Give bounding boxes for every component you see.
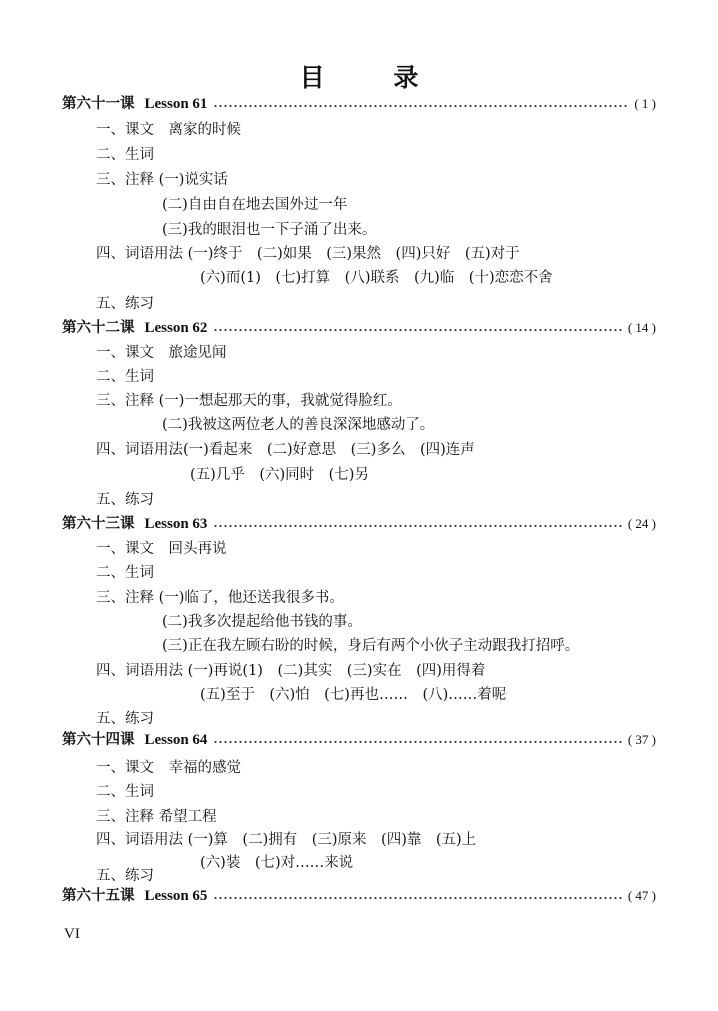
page-number: ( 37 ) bbox=[627, 732, 656, 747]
toc-line: (二)我被这两位老人的善良深深地感动了。 bbox=[162, 417, 435, 433]
toc-line: 五、练习 bbox=[96, 492, 154, 508]
toc-line: (五)几乎 (六)同时 (七)另 bbox=[190, 467, 369, 483]
toc-line: (五)至于 (六)怕 (七)再也…… (八)……着呢 bbox=[200, 687, 507, 703]
lesson-entry[interactable] bbox=[62, 884, 656, 908]
lesson-entry[interactable] bbox=[62, 316, 656, 340]
toc-line: (二)我多次提起给他书钱的事。 bbox=[162, 614, 362, 630]
toc-line: 二、生词 bbox=[96, 147, 154, 163]
toc-line: 四、词语用法 (一)算 (二)拥有 (三)原来 (四)靠 (五)上 bbox=[96, 832, 477, 848]
lesson-title: 第六十一课 bbox=[62, 96, 135, 112]
toc-line: 二、生词 bbox=[96, 784, 154, 800]
lesson-title: 第六十五课 bbox=[62, 888, 135, 904]
page-number: ( 14 ) bbox=[627, 320, 656, 335]
lesson-title: 第六十三课 bbox=[62, 516, 135, 532]
dot-leader bbox=[213, 890, 621, 902]
toc-line: 三、注释 希望工程 bbox=[96, 809, 217, 825]
toc-line: 五、练习 bbox=[96, 711, 154, 727]
dot-leader bbox=[213, 98, 628, 110]
lesson-number: Lesson 64 bbox=[144, 732, 208, 748]
page-title: 目 录 bbox=[299, 63, 419, 92]
toc-line: 五、练习 bbox=[96, 868, 154, 884]
lesson-title: 第六十四课 bbox=[62, 732, 135, 748]
lesson-number: Lesson 63 bbox=[144, 516, 208, 532]
lesson-entry[interactable] bbox=[62, 512, 656, 536]
lesson-title: 第六十二课 bbox=[62, 320, 135, 336]
lesson-entry[interactable] bbox=[62, 92, 656, 116]
page-number: ( 47 ) bbox=[627, 888, 656, 903]
lesson-number: Lesson 65 bbox=[144, 888, 208, 904]
dot-leader bbox=[213, 322, 621, 334]
toc-line: 一、课文 旅途见闻 bbox=[96, 345, 227, 361]
dot-leader bbox=[213, 518, 621, 530]
toc-line: 三、注释 (一)一想起那天的事，我就觉得脸红。 bbox=[96, 393, 402, 409]
toc-line: 一、课文 离家的时候 bbox=[96, 122, 241, 138]
toc-line: 一、课文 幸福的感觉 bbox=[96, 760, 241, 776]
toc-line: 四、词语用法(一)看起来 (二)好意思 (三)多么 (四)连声 bbox=[96, 442, 475, 458]
page-number: ( 24 ) bbox=[627, 516, 656, 531]
toc-line: (三)正在我左顾右盼的时候，身后有两个小伙子主动跟我打招呼。 bbox=[162, 638, 580, 654]
toc-line: 二、生词 bbox=[96, 369, 154, 385]
toc-line: 三、注释 (一)说实话 bbox=[96, 172, 228, 188]
lesson-entry[interactable] bbox=[62, 728, 656, 752]
toc-line: 一、课文 回头再说 bbox=[96, 541, 227, 557]
dot-leader bbox=[213, 734, 621, 746]
toc-line: (三)我的眼泪也一下子涌了出来。 bbox=[162, 222, 377, 238]
toc-line: (六)而(1) (七)打算 (八)联系 (九)临 (十)恋恋不舍 bbox=[200, 270, 553, 286]
toc-line: 三、注释 (一)临了，他还送我很多书。 bbox=[96, 590, 344, 606]
toc-line: (六)装 (七)对……来说 bbox=[200, 855, 354, 871]
lesson-number: Lesson 62 bbox=[144, 320, 208, 336]
toc-line: 二、生词 bbox=[96, 565, 154, 581]
toc-line: (二)自由自在地去国外过一年 bbox=[162, 197, 348, 213]
page-number: ( 1 ) bbox=[634, 96, 656, 111]
toc-line: 四、词语用法 (一)终于 (二)如果 (三)果然 (四)只好 (五)对于 bbox=[96, 246, 520, 262]
lesson-number: Lesson 61 bbox=[144, 96, 208, 112]
toc-line: 五、练习 bbox=[96, 296, 154, 312]
folio-page-number: VI bbox=[64, 926, 80, 942]
toc-line: 四、词语用法 (一)再说(1) (二)其实 (三)实在 (四)用得着 bbox=[96, 663, 486, 679]
